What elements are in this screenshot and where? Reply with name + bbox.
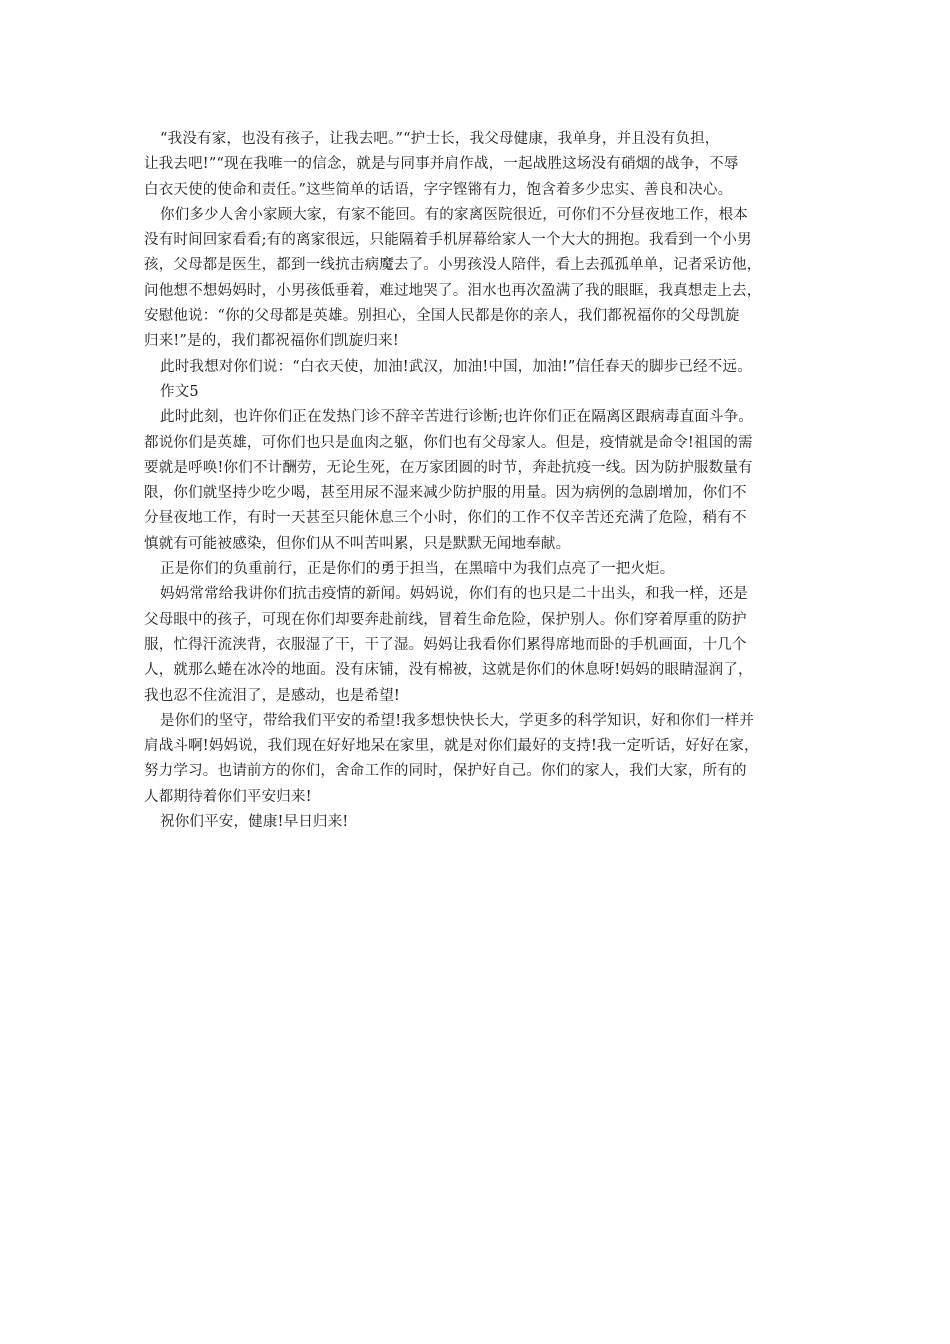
document-body — [144, 127, 824, 835]
text-line: 努力学习。也请前方的你们，舍命工作的同时，保护好自己。你们的家人，我们大家，所有的 — [144, 763, 747, 780]
text-line: 问他想不想妈妈时，小男孩低垂着，难过地哭了。泪水也再次盈满了我的眼眶，我真想走上去， — [144, 282, 762, 299]
text-line: 孩，父母都是医生，都到一线抗击病魔去了。小男孩没人陪伴，看上去孤孤单单，记者采访他， — [144, 257, 762, 274]
text-line: 作文5 — [160, 383, 199, 400]
text-line: 让我去吧!”“现在我唯一的信念，就是与同事并肩作战，一起战胜这场没有硝烟的战争，不辱 — [144, 156, 739, 173]
text-line: 妈妈常常给我讲你们抗击疫情的新闻。妈妈说，你们有的也只是二十出头，和我一样，还是 — [160, 586, 748, 603]
text-line: 慎就有可能被感染，但你们从不叫苦叫累，只是默默无闻地奉献。 — [144, 535, 571, 552]
text-line: 都说你们是英雄，可你们也只是血肉之躯，你们也有父母家人。但是，疫情就是命令!祖国的需 — [144, 434, 753, 451]
text-line: 限，你们就坚持少吃少喝，甚至用尿不湿来减少防护服的用量。因为病例的急剧增加，你们不 — [144, 485, 747, 502]
text-line: 我也忍不住流泪了，是感动，也是希望! — [144, 687, 400, 704]
text-line: 人都期待着你们平安归来! — [144, 788, 312, 805]
document-page — [144, 127, 824, 835]
text-line: 人，就那么蜷在冰冷的地面。没有床铺，没有棉被，这就是你们的休息呀!妈妈的眼睛湿润了， — [144, 662, 753, 679]
text-line: 父母眼中的孩子，可现在你们却要奔赴前线，冒着生命危险，保护别人。你们穿着厚重的防护 — [144, 611, 747, 628]
text-line: 归来!”是的，我们都祝福你们凯旋归来! — [144, 333, 399, 350]
text-line: 白衣天使的使命和责任。”这些简单的话语，字字铿锵有力，饱含着多少忠实、善良和决心。 — [144, 181, 733, 198]
text-line: “我没有家，也没有孩子，让我去吧。”“护士长，我父母健康，我单身，并且没有负担， — [160, 131, 720, 147]
text-line: 肩战斗啊!妈妈说，我们现在好好地呆在家里，就是对你们最好的支持!我一定听话，好好在家， — [144, 738, 759, 755]
text-line: 你们多少人舍小家顾大家，有家不能回。有的家离医院很近，可你们不分昼夜地工作，根本 — [160, 206, 748, 223]
text-line: 分昼夜地工作，有时一天甚至只能休息三个小时，你们的工作不仅辛苦还充满了危险，稍有不 — [144, 510, 747, 527]
text-line: 是你们的坚守，带给我们平安的希望!我多想快快长大，学更多的科学知识，好和你们一样并 — [160, 712, 755, 729]
text-line: 没有时间回家看看;有的离家很远，只能隔着手机屏幕给家人一个大大的拥抱。我看到一个小男 — [144, 232, 752, 249]
text-line: 服，忙得汗流浃背，衣服湿了干，干了湿。妈妈让我看你们累得席地而卧的手机画面，十几个 — [144, 636, 747, 653]
text-line: 祝你们平安，健康!早日归来! — [160, 814, 349, 831]
text-line: 正是你们的负重前行，正是你们的勇于担当，在黑暗中为我们点亮了一把火炬。 — [160, 561, 675, 578]
text-line: 此时此刻，也许你们正在发热门诊不辞辛苦进行诊断;也许你们正在隔离区跟病毒直面斗争。 — [160, 409, 754, 426]
text-line: 安慰他说：“你的父母都是英雄。别担心，全国人民都是你的亲人，我们都祝福你的父母凯旋 — [144, 308, 740, 325]
text-line: 要就是呼唤!你们不计酬劳，无论生死，在万家团圆的时节，奔赴抗疫一线。因为防护服数量有 — [144, 459, 753, 476]
text-line: 此时我想对你们说：“白衣天使，加油!武汉，加油!中国，加油!”信任春天的脚步已经不远。 — [160, 358, 752, 375]
